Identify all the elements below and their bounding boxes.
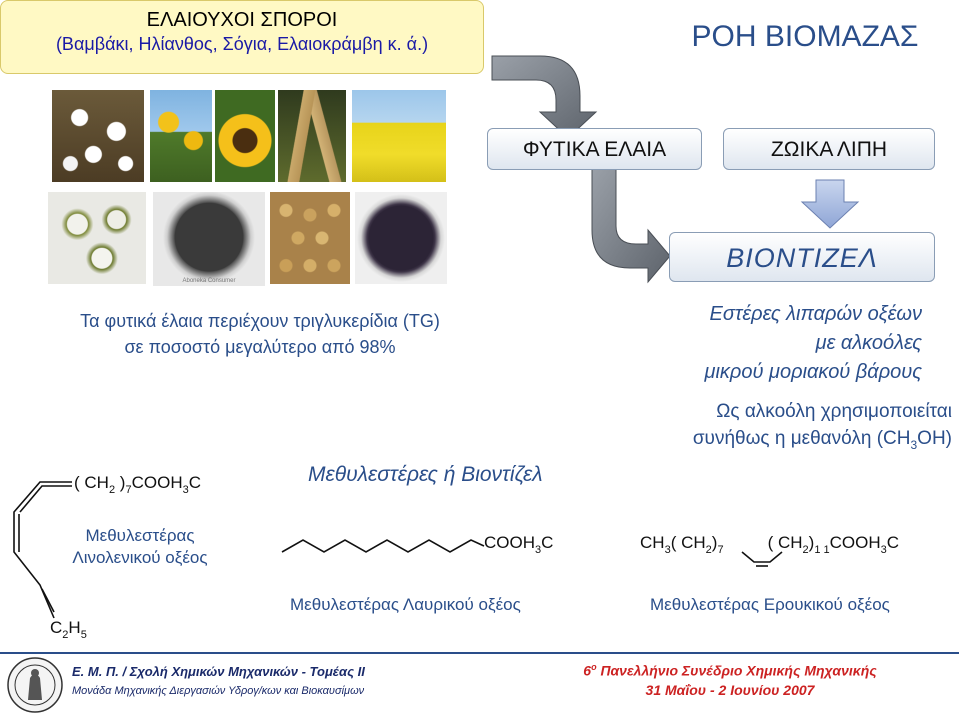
erucic-s5: 1 1 <box>814 544 830 556</box>
methyl-esters-title: Μεθυλεστέρες ή Βιοντίζελ <box>308 463 543 486</box>
ethyl-sub-2: 5 <box>80 629 87 641</box>
linolenic-sub-1: 2 <box>108 484 116 496</box>
linolenic-close: ) <box>115 473 126 492</box>
linolenic-tail: COOH <box>131 473 183 492</box>
lauric-sub: 3 <box>535 544 542 556</box>
erucic-f: COOH <box>829 533 881 552</box>
linolenic-label <box>40 525 240 569</box>
erucic-s6: 3 <box>880 544 887 556</box>
erucic-formula <box>640 533 900 556</box>
erucic-s4: 2 <box>802 544 809 556</box>
lauric-formula <box>484 533 554 556</box>
ethyl-formula <box>50 618 87 641</box>
tg-line-1: Τα φυτικά έλαια περιέχουν τριγλυκερίδια (TG) <box>80 311 440 331</box>
alcohol-line-2-prefix: συνήθως η μεθανόλη (CH <box>692 428 911 449</box>
linolenic-sub-3: 3 <box>182 484 189 496</box>
biodiesel-label: ΒΙΟΝΤΙΖΕΛ <box>726 243 878 273</box>
linolenic-end: C <box>188 473 201 492</box>
alcohol-line-2-sub: 3 <box>910 438 918 452</box>
tg-line-2: σε ποσοστό μεγαλύτερο από 98% <box>124 337 396 357</box>
alcohol-line-2-suffix: OH) <box>917 428 952 449</box>
footer-right-rest: Πανελλήνιο Συνέδριο Χημικής Μηχανικής <box>596 662 877 679</box>
plant-oils-label: ΦΥΤΙΚΑ ΕΛΑΙΑ <box>522 138 667 161</box>
erucic-d: ( CH <box>767 533 803 552</box>
linolenic-sub-2: 7 <box>125 484 132 496</box>
lauric-end: C <box>541 533 554 552</box>
linolenic-open: ( CH <box>74 473 109 492</box>
lauric-tail: COOH <box>484 533 535 552</box>
linolenic-label-2: Λινολενικού οξέος <box>72 548 208 567</box>
footer-left-line-1: Ε. Μ. Π. / Σχολή Χημικών Μηχανικών - Τομέας ΙΙ <box>72 664 365 679</box>
esters-line-2: με αλκοόλες <box>815 332 922 354</box>
ethyl-h: H <box>68 618 81 637</box>
esters-line-1: Εστέρες λιπαρών οξέων <box>709 303 922 325</box>
footer-right-line-2: 31 Μαΐου - 2 Ιουνίου 2007 <box>645 681 815 698</box>
erucic-c: ) <box>711 533 718 552</box>
linolenic-formula <box>74 473 201 496</box>
footer-right-num: 6 <box>583 662 592 679</box>
animal-fats-label: ΖΩΙΚΑ ΛΙΠΗ <box>770 138 888 161</box>
erucic-e: ) <box>808 533 815 552</box>
erucic-s1: 3 <box>664 544 671 556</box>
seeds-subtitle: (Βαμβάκι, Ηλίανθος, Σόγια, Ελαιοκράμβη κ. ά.) <box>55 34 429 54</box>
erucic-g: C <box>886 533 900 552</box>
erucic-b: ( CH <box>670 533 706 552</box>
footer-right-line-1 <box>525 662 935 679</box>
seed-photo-caption: Aboneka Consumer <box>182 278 236 284</box>
alcohol-line-1: Ως αλκοόλη χρησιμοποιείται <box>716 401 952 422</box>
erucic-a: CH <box>640 533 665 552</box>
linolenic-label-1: Μεθυλεστέρας <box>85 526 195 545</box>
erucic-s3: 7 <box>717 544 724 556</box>
footer-right-sup: ο <box>591 662 597 672</box>
erucic-label: Μεθυλεστέρας Ερουκικού οξέος <box>650 595 890 614</box>
flow-title: ΡΟΗ ΒΙΟΜΑΖΑΣ <box>691 20 919 53</box>
footer-left-line-2: Μονάδα Μηχανικής Διεργασιών Υδρογ/κων και Βιοκαυσίμων <box>72 685 365 697</box>
lauric-chain <box>282 540 484 552</box>
erucic-chain <box>742 552 782 562</box>
ethyl-c: C <box>50 618 63 637</box>
ethyl-sub-1: 2 <box>62 629 69 641</box>
ntua-logo-icon <box>6 656 64 714</box>
seeds-title: ΕΛΑΙΟΥΧΟΙ ΣΠΟΡΟΙ <box>146 9 338 31</box>
erucic-s2: 2 <box>705 544 712 556</box>
lauric-label: Μεθυλεστέρας Λαυρικού οξέος <box>290 595 521 614</box>
footer-divider <box>0 652 959 654</box>
linolenic-double-3 <box>42 589 54 612</box>
footer-right <box>525 662 935 698</box>
footer-left <box>72 664 365 697</box>
esters-line-3: μικρού μοριακού βάρους <box>704 361 922 383</box>
linolenic-double-1 <box>20 486 72 512</box>
